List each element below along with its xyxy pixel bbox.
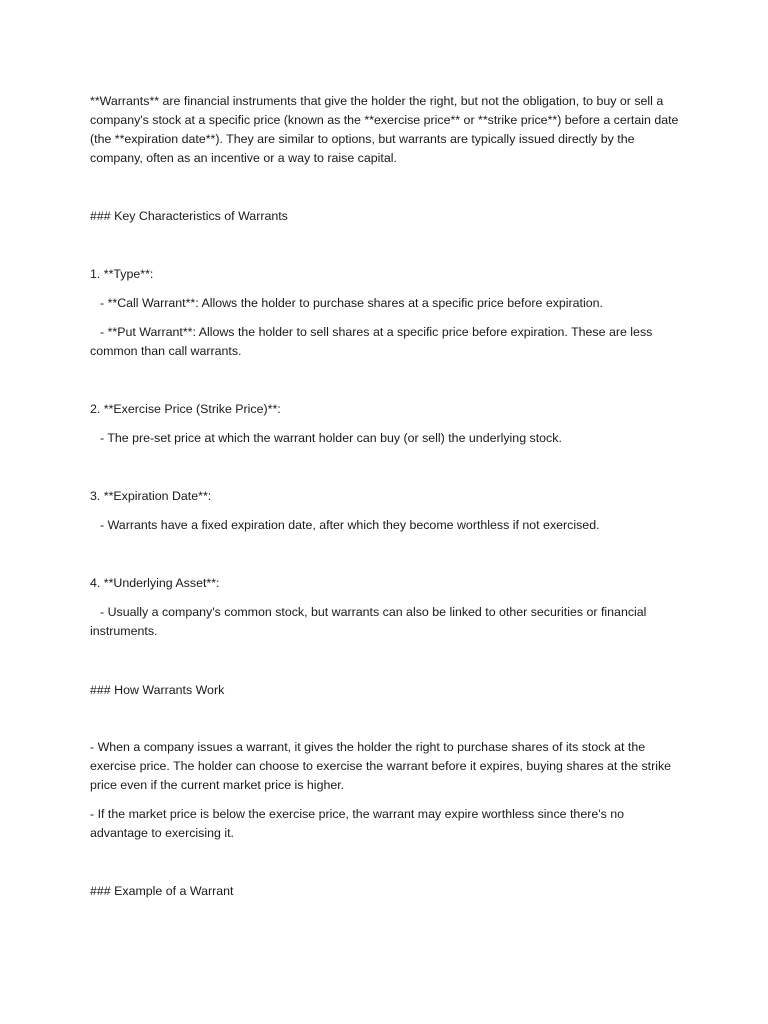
heading-example-warrant: ### Example of a Warrant	[90, 884, 234, 898]
item-expiration-title: 3. **Expiration Date**:	[90, 489, 212, 503]
item-call-warrant: - **Call Warrant**: Allows the holder to purchase shares at a specific price before expiration.	[100, 296, 603, 310]
item-expiration-text: - Warrants have a fixed expiration date, after which they become worthless if not exercised.	[100, 518, 600, 532]
how-paragraph-1: - When a company issues a warrant, it gives the holder the right to purchase shares of its stock at the exercise price. The holder can choose to exercise the warrant before it expires, buying shares at the strike price even if the current market price is higher.	[90, 740, 672, 792]
item-exercise-price-title: 2. **Exercise Price (Strike Price)**:	[90, 402, 281, 416]
heading-how-warrants-work: ### How Warrants Work	[90, 683, 225, 697]
item-exercise-price-text: - The pre-set price at which the warrant holder can buy (or sell) the underlying stock.	[100, 431, 562, 445]
how-paragraph-2: - If the market price is below the exercise price, the warrant may expire worthless since there's no advantage to exercising it.	[90, 807, 625, 840]
item-underlying-text: - Usually a company's common stock, but warrants can also be linked to other securities or financial instruments.	[90, 605, 647, 638]
item-type-title: 1. **Type**:	[90, 267, 154, 281]
item-underlying-title: 4. **Underlying Asset**:	[90, 576, 220, 590]
item-put-warrant: - **Put Warrant**: Allows the holder to sell shares at a specific price before expiration. These are less common than call warrants.	[90, 325, 653, 358]
intro-paragraph: **Warrants** are financial instruments that give the holder the right, but not the obligation, to buy or sell a company's stock at a specific price (known as the **exercise price** or **strike price**) before a certain date (the **expiration date**). They are similar to options, but warrants are typically issued directly by the company, often as an incentive or a way to raise capital.	[90, 94, 679, 165]
heading-key-characteristics: ### Key Characteristics of Warrants	[90, 209, 288, 223]
